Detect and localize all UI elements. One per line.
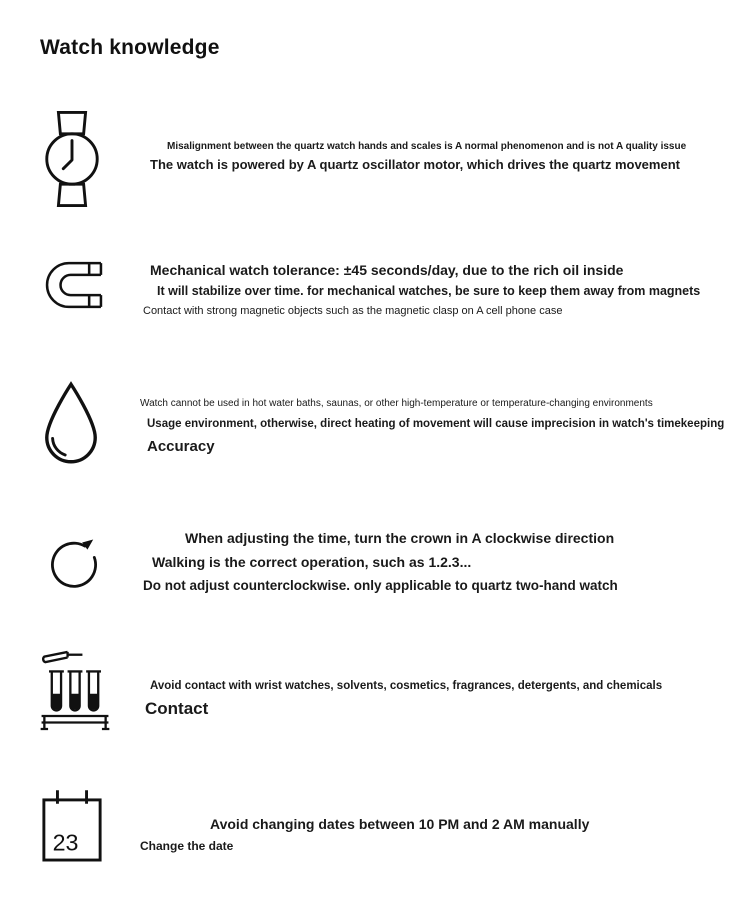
- date-change-heading: Avoid changing dates between 10 PM and 2 AM manually: [210, 816, 590, 832]
- clockwise-arrow-icon: [42, 522, 106, 598]
- chemicals-note-main: Avoid contact with wrist watches, solvents, cosmetics, fragrances, detergents, and chemicals: [150, 680, 663, 692]
- section-chemicals: [140, 680, 750, 719]
- crown-direction-note: Walking is the correct operation, such as 1.2.3...: [152, 554, 472, 570]
- test-tubes-icon: [36, 646, 114, 734]
- temperature-note-main: Usage environment, otherwise, direct heating of movement will cause imprecision in watch's timekeeping: [147, 418, 725, 430]
- section-time-adjustment: [140, 530, 750, 593]
- section-temperature: [140, 398, 750, 455]
- quartz-note-small: Misalignment between the quartz watch hands and scales is A normal phenomenon and is not A quality issue: [167, 141, 687, 152]
- magnet-note-main: It will stabilize over time. for mechanical watches, be sure to keep them away from magnets: [157, 284, 701, 298]
- section-magnetism: [140, 262, 750, 317]
- section-date-change: [140, 816, 750, 853]
- accuracy-heading: Accuracy: [147, 438, 215, 455]
- date-change-label: Change the date: [140, 839, 234, 853]
- quartz-note-main: The watch is powered by A quartz oscillator motor, which drives the quartz movement: [150, 157, 680, 172]
- watch-icon: [40, 110, 104, 208]
- page-title: Watch knowledge: [40, 36, 220, 59]
- water-drop-icon: [40, 378, 102, 468]
- calendar-icon: [40, 788, 104, 870]
- magnet-tolerance-heading: Mechanical watch tolerance: ±45 seconds/day, due to the rich oil inside: [150, 262, 624, 278]
- section-quartz-movement: [140, 141, 750, 172]
- calendar-day: 23: [52, 829, 79, 856]
- crown-direction-heading: When adjusting the time, turn the crown in A clockwise direction: [185, 530, 615, 546]
- crown-direction-warning: Do not adjust counterclockwise. only applicable to quartz two-hand watch: [143, 578, 618, 593]
- magnet-icon: [42, 258, 106, 312]
- temperature-note-small: Watch cannot be used in hot water baths, saunas, or other high-temperature or temperature-changing environments: [140, 398, 653, 409]
- magnet-note-small: Contact with strong magnetic objects such as the magnetic clasp on A cell phone case: [143, 305, 563, 317]
- contact-heading: Contact: [145, 699, 209, 718]
